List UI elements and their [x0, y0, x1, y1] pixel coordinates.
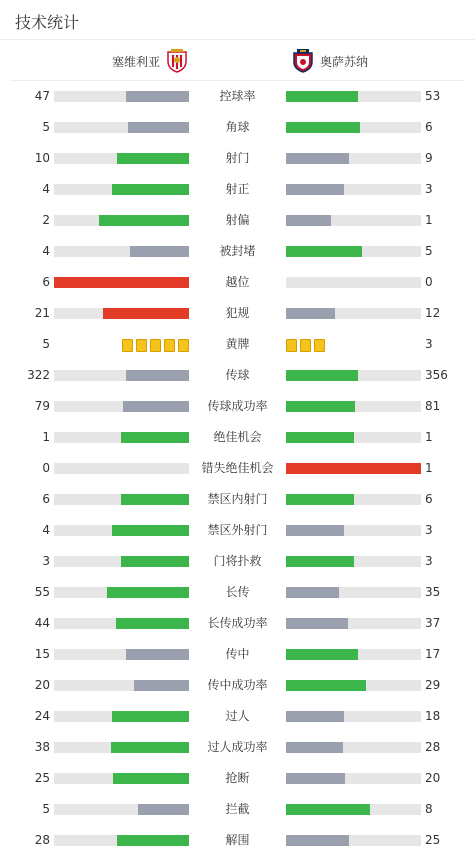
- stat-label: 过人成功率: [207, 740, 268, 754]
- home-stat-value: 4: [42, 182, 50, 196]
- home-stat-bar-fill: [121, 556, 189, 567]
- home-stat-bar: [54, 525, 189, 536]
- yellow-card-icon: [122, 339, 133, 352]
- away-stat-bar: [286, 215, 421, 226]
- home-stat-bar: [54, 556, 189, 567]
- home-stat-bar-fill: [117, 835, 189, 846]
- home-stat-bar: [54, 277, 189, 288]
- home-stat-bar-fill: [126, 370, 189, 381]
- osasuna-crest-icon: [292, 49, 314, 73]
- away-stat-value: 6: [425, 120, 433, 134]
- away-stat-value: 3: [425, 523, 433, 537]
- home-stat-bar-fill: [126, 649, 189, 660]
- home-stat-value: 3: [42, 554, 50, 568]
- home-team[interactable]: [112, 49, 188, 73]
- home-stat-bar-fill: [112, 184, 189, 195]
- away-stat-bar: [286, 618, 421, 629]
- away-stat-value: 9: [425, 151, 433, 165]
- away-stat-value: 29: [425, 678, 441, 692]
- away-stat-value: 53: [425, 89, 441, 103]
- away-stat-value: 0: [425, 275, 433, 289]
- home-stat-bar-fill: [121, 494, 189, 505]
- away-stat-bar: [286, 773, 421, 784]
- stat-row: [0, 825, 475, 856]
- stat-label: 拦截: [225, 802, 250, 816]
- stat-label: 被封堵: [219, 244, 256, 258]
- home-stat-value: 15: [34, 647, 50, 661]
- away-stat-value: 1: [425, 430, 433, 444]
- home-stat-value: 20: [34, 678, 50, 692]
- stat-label: 射偏: [225, 213, 250, 227]
- away-stat-value: 81: [425, 399, 441, 413]
- stat-row: [0, 298, 475, 329]
- away-stat-bar: [286, 184, 421, 195]
- header: [0, 0, 475, 40]
- home-stat-value: 28: [34, 833, 50, 847]
- away-stat-value: 25: [425, 833, 441, 847]
- home-stat-bar: [54, 463, 189, 474]
- yellow-card-icon: [178, 339, 189, 352]
- home-stat-value: 2: [42, 213, 50, 227]
- home-stat-bar: [54, 835, 189, 846]
- home-stat-value: 10: [34, 151, 50, 165]
- stat-row: [0, 484, 475, 515]
- home-stat-bar: [54, 246, 189, 257]
- home-stat-bar: [54, 649, 189, 660]
- away-stat-bar: [286, 308, 421, 319]
- away-stat-bar-fill: [286, 370, 358, 381]
- stat-label: 抢断: [225, 771, 250, 785]
- away-stat-value: 37: [425, 616, 441, 630]
- home-stat-bar: [54, 618, 189, 629]
- away-stat-bar: [286, 370, 421, 381]
- home-stat-bar-fill: [121, 432, 189, 443]
- stat-row: [0, 112, 475, 143]
- away-stat-bar-fill: [286, 587, 339, 598]
- away-stat-value: 18: [425, 709, 441, 723]
- home-stat-bar-fill: [111, 742, 189, 753]
- home-stat-bar: [54, 711, 189, 722]
- home-stat-bar-fill: [138, 804, 189, 815]
- stat-row: [0, 360, 475, 391]
- away-team[interactable]: [292, 49, 368, 73]
- home-stat-bar: [54, 370, 189, 381]
- away-stat-bar-fill: [286, 494, 354, 505]
- home-stat-bar-fill: [103, 308, 189, 319]
- home-stat-bar-fill: [107, 587, 189, 598]
- away-stat-value: 20: [425, 771, 441, 785]
- away-stat-bar-fill: [286, 246, 362, 257]
- stat-label: 黄牌: [225, 337, 250, 351]
- stat-row: [0, 174, 475, 205]
- away-stat-value: 35: [425, 585, 441, 599]
- away-stat-value: 3: [425, 182, 433, 196]
- home-stat-bar: [54, 122, 189, 133]
- stat-row: [0, 329, 475, 360]
- away-stat-value: 17: [425, 647, 441, 661]
- stat-label: 长传成功率: [207, 616, 268, 630]
- away-stat-value: 1: [425, 213, 433, 227]
- away-stat-bar: [286, 680, 421, 691]
- stat-label: 角球: [225, 120, 250, 134]
- away-yellow-cards: [286, 339, 325, 352]
- home-stat-bar: [54, 773, 189, 784]
- away-stat-bar: [286, 494, 421, 505]
- sevilla-crest-icon: [166, 49, 188, 73]
- stat-row: [0, 391, 475, 422]
- away-stat-bar: [286, 649, 421, 660]
- away-stat-bar: [286, 277, 421, 288]
- away-stat-value: 356: [425, 368, 448, 382]
- home-stat-bar: [54, 432, 189, 443]
- home-stat-value: 55: [34, 585, 50, 599]
- away-stat-bar: [286, 432, 421, 443]
- stat-label: 过人: [225, 709, 250, 723]
- away-stat-bar-fill: [286, 432, 354, 443]
- home-stat-value: 6: [42, 275, 50, 289]
- away-stat-bar: [286, 122, 421, 133]
- home-stat-bar: [54, 401, 189, 412]
- yellow-card-icon: [136, 339, 147, 352]
- stat-row: [0, 670, 475, 701]
- home-stat-value: 5: [42, 120, 50, 134]
- away-stat-value: 5: [425, 244, 433, 258]
- away-stat-bar-fill: [286, 215, 331, 226]
- away-stat-bar-fill: [286, 525, 344, 536]
- away-stat-bar-fill: [286, 91, 358, 102]
- home-stat-value: 322: [27, 368, 50, 382]
- stat-label: 错失绝佳机会: [201, 461, 274, 475]
- stat-label: 犯规: [225, 306, 250, 320]
- home-stat-bar: [54, 804, 189, 815]
- home-team-name: 塞维利亚: [111, 54, 160, 69]
- away-stat-bar-fill: [286, 835, 349, 846]
- away-stat-bar: [286, 835, 421, 846]
- away-stat-value: 8: [425, 802, 433, 816]
- home-stat-value: 0: [42, 461, 50, 475]
- home-stat-bar-fill: [126, 91, 189, 102]
- away-stat-bar-fill: [286, 308, 335, 319]
- away-team-name: 奥萨苏纳: [320, 54, 369, 69]
- stat-row: [0, 577, 475, 608]
- home-yellow-cards: [122, 339, 189, 352]
- away-stat-value: 3: [425, 554, 433, 568]
- stat-row: [0, 81, 475, 112]
- away-stat-value: 3: [425, 337, 433, 351]
- stat-label: 解围: [225, 833, 250, 847]
- stat-row: [0, 422, 475, 453]
- yellow-card-icon: [300, 339, 311, 352]
- away-stat-bar: [286, 711, 421, 722]
- away-stat-bar-fill: [286, 680, 366, 691]
- home-stat-value: 25: [34, 771, 50, 785]
- stat-label: 传中: [225, 647, 250, 661]
- away-stat-bar: [286, 401, 421, 412]
- stat-label: 禁区外射门: [207, 523, 268, 537]
- away-stat-bar-fill: [286, 649, 358, 660]
- stat-row: [0, 546, 475, 577]
- home-stat-value: 38: [34, 740, 50, 754]
- home-stat-bar-fill: [112, 525, 189, 536]
- stat-row: [0, 453, 475, 484]
- away-stat-value: 28: [425, 740, 441, 754]
- home-stat-value: 44: [34, 616, 50, 630]
- away-stat-bar: [286, 804, 421, 815]
- away-stat-value: 1: [425, 461, 433, 475]
- home-stat-bar: [54, 494, 189, 505]
- away-stat-bar-fill: [286, 742, 343, 753]
- stat-label: 绝佳机会: [213, 430, 262, 444]
- stat-row: [0, 267, 475, 298]
- home-stat-bar-fill: [128, 122, 189, 133]
- home-stat-bar: [54, 184, 189, 195]
- home-stat-value: 5: [42, 337, 50, 351]
- stat-row: [0, 143, 475, 174]
- home-stat-value: 4: [42, 244, 50, 258]
- stat-row: [0, 639, 475, 670]
- home-stat-bar-fill: [116, 618, 189, 629]
- stat-label: 传球成功率: [207, 399, 268, 413]
- home-stat-bar-fill: [117, 153, 189, 164]
- yellow-card-icon: [150, 339, 161, 352]
- stat-label: 长传: [225, 585, 250, 599]
- home-stat-bar-fill: [54, 277, 189, 288]
- home-stat-bar-fill: [134, 680, 189, 691]
- away-stat-bar-fill: [286, 618, 348, 629]
- home-stat-bar: [54, 91, 189, 102]
- away-stat-value: 6: [425, 492, 433, 506]
- away-stat-bar: [286, 525, 421, 536]
- home-stat-bar-fill: [113, 773, 189, 784]
- stats-list: [0, 81, 475, 856]
- away-stat-bar-fill: [286, 556, 354, 567]
- away-stat-bar: [286, 463, 421, 474]
- home-stat-bar: [54, 215, 189, 226]
- home-stat-value: 47: [34, 89, 50, 103]
- home-stat-bar: [54, 308, 189, 319]
- away-stat-bar-fill: [286, 463, 421, 474]
- stat-label: 控球率: [219, 89, 256, 103]
- stat-label: 射门: [225, 151, 250, 165]
- away-stat-bar: [286, 153, 421, 164]
- stat-label: 禁区内射门: [207, 492, 268, 506]
- home-stat-bar: [54, 153, 189, 164]
- stat-row: [0, 515, 475, 546]
- stat-label: 传中成功率: [207, 678, 268, 692]
- home-stat-value: 1: [42, 430, 50, 444]
- home-stat-bar-fill: [123, 401, 189, 412]
- away-stat-bar: [286, 742, 421, 753]
- stat-label: 越位: [225, 275, 250, 289]
- home-stat-value: 5: [42, 802, 50, 816]
- away-stat-bar-fill: [286, 804, 370, 815]
- stat-row: [0, 732, 475, 763]
- yellow-card-icon: [286, 339, 297, 352]
- home-stat-value: 79: [34, 399, 50, 413]
- page-title: 技术统计: [15, 13, 80, 32]
- away-stat-bar: [286, 587, 421, 598]
- stat-label: 传球: [225, 368, 250, 382]
- stat-row: [0, 763, 475, 794]
- home-stat-bar: [54, 742, 189, 753]
- stat-label: 射正: [225, 182, 250, 196]
- away-stat-bar-fill: [286, 773, 345, 784]
- stat-row: [0, 236, 475, 267]
- yellow-card-icon: [164, 339, 175, 352]
- away-stat-bar-fill: [286, 711, 344, 722]
- away-stat-bar-fill: [286, 184, 344, 195]
- stat-row: [0, 608, 475, 639]
- yellow-card-icon: [314, 339, 325, 352]
- away-stat-bar: [286, 91, 421, 102]
- home-stat-bar-fill: [99, 215, 189, 226]
- home-stat-value: 6: [42, 492, 50, 506]
- stat-label: 门将扑救: [213, 554, 262, 568]
- home-stat-bar-fill: [130, 246, 189, 257]
- stat-row: [0, 205, 475, 236]
- home-stat-value: 4: [42, 523, 50, 537]
- away-stat-bar-fill: [286, 153, 349, 164]
- away-stat-bar-fill: [286, 401, 355, 412]
- away-stat-bar: [286, 556, 421, 567]
- home-stat-value: 24: [34, 709, 50, 723]
- away-stat-value: 12: [425, 306, 441, 320]
- home-stat-bar-fill: [112, 711, 189, 722]
- stat-row: [0, 794, 475, 825]
- home-stat-value: 21: [34, 306, 50, 320]
- home-stat-bar: [54, 680, 189, 691]
- teams-row: [10, 41, 465, 81]
- stat-row: [0, 701, 475, 732]
- away-stat-bar: [286, 246, 421, 257]
- away-stat-bar-fill: [286, 122, 360, 133]
- home-stat-bar: [54, 587, 189, 598]
